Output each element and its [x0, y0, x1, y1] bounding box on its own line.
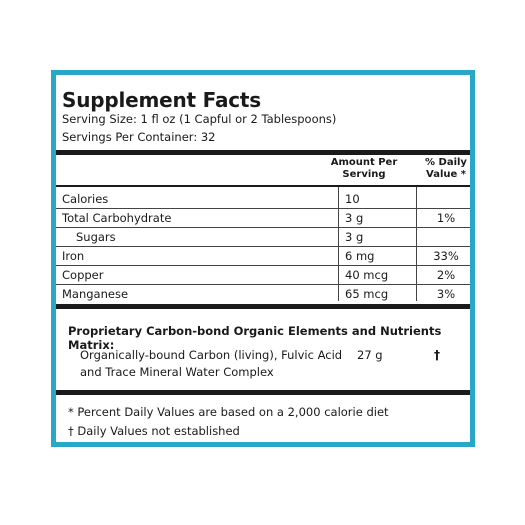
footnote-not-established: † Daily Values not established [68, 424, 240, 438]
nutrient-amount: 3 g [345, 230, 364, 244]
nutrient-row [56, 246, 470, 266]
nutrient-name: Manganese [62, 287, 129, 301]
nutrient-dv: 2% [436, 268, 456, 282]
nutrient-amount: 10 [345, 192, 360, 206]
nutrient-amount: 65 mcg [345, 287, 389, 301]
nutrient-dv: 33% [433, 249, 459, 263]
matrix-description-line2: and Trace Mineral Water Complex [80, 365, 274, 379]
matrix-title: Proprietary Carbon-bond Organic Elements and Nutrients Matrix: [68, 324, 442, 352]
header-daily-value: % Daily Value * [425, 157, 467, 180]
nutrient-amount: 6 mg [345, 249, 375, 263]
thick-divider-bottom [56, 390, 470, 395]
nutrient-name: Iron [62, 249, 85, 263]
nutrient-row [56, 265, 470, 285]
nutrient-dv: 3% [436, 287, 456, 301]
nutrient-row [56, 284, 470, 303]
header-amount-per-serving: Amount Per Serving [330, 157, 398, 180]
nutrient-dv: 1% [436, 211, 456, 225]
panel-title: Supplement Facts [62, 88, 261, 112]
footnote-daily-values: * Percent Daily Values are based on a 2,000 calorie diet [68, 405, 389, 419]
servings-per-container: Servings Per Container: 32 [62, 130, 216, 144]
header-divider [56, 185, 470, 187]
matrix-amount: 27 g [357, 348, 383, 362]
nutrient-row [56, 189, 470, 209]
serving-size: Serving Size: 1 fl oz (1 Capful or 2 Tablespoons) [62, 112, 337, 126]
supplement-facts-panel [51, 70, 475, 447]
matrix-dagger: † [434, 348, 440, 362]
matrix-description-line1: Organically-bound Carbon (living), Fulvic Acid [80, 348, 343, 362]
thick-divider-top [56, 150, 470, 155]
nutrient-row [56, 208, 470, 228]
nutrient-name: Sugars [76, 230, 116, 244]
thick-divider-middle [56, 304, 470, 309]
nutrient-amount: 3 g [345, 211, 364, 225]
nutrient-name: Copper [62, 268, 104, 282]
nutrient-row [56, 227, 470, 247]
nutrient-name: Calories [62, 192, 109, 206]
nutrient-amount: 40 mcg [345, 268, 389, 282]
nutrient-name: Total Carbohydrate [62, 211, 172, 225]
